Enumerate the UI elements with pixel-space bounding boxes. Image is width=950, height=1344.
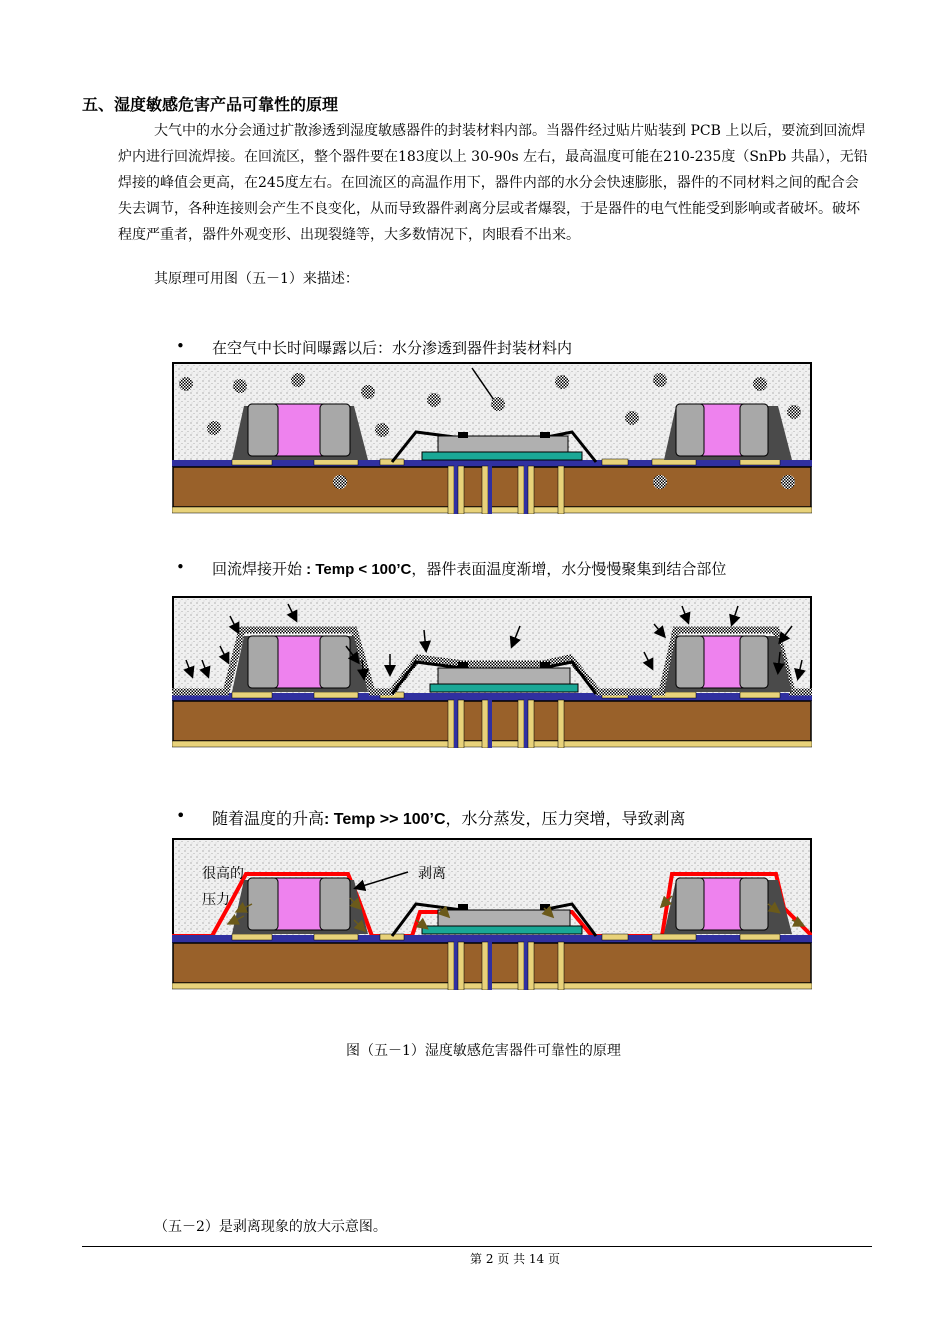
footer-divider — [82, 1246, 872, 1247]
delamination-label: 剥离 — [418, 866, 446, 882]
bullet-text: 回流焊接开始 : Temp < 100’C，器件表面温度渐增，水分慢慢聚集到结合部位 — [212, 560, 727, 578]
figure-intro: 其原理可用图（五－1）来描述： — [154, 271, 359, 287]
note-text: （五－2）是剥离现象的放大示意图。 — [154, 1219, 387, 1235]
bullet-dot: • — [176, 806, 186, 825]
figure-reflow-start — [172, 596, 812, 748]
bullet-dot: • — [176, 337, 185, 355]
bullet-dot: • — [176, 558, 185, 576]
chip-left — [232, 404, 368, 460]
pressure-label-line2: 压力 — [202, 892, 230, 908]
bullet-text: 随着温度的升高: Temp >> 100’C，水分蒸发，压力突增，导致剥离 — [212, 809, 686, 828]
chip-right — [664, 636, 792, 692]
chip-right — [664, 404, 792, 460]
figure-exposure — [172, 362, 812, 514]
figure-caption: 图（五－1）湿度敏感危害器件可靠性的原理 — [346, 1043, 621, 1059]
figure-delamination — [172, 838, 812, 990]
section-heading: 五、湿度敏感危害产品可靠性的原理 — [82, 95, 339, 114]
page-footer: 第 2 页 共 14 页 — [470, 1252, 560, 1266]
bullet-text: 在空气中长时间曝露以后：水分渗透到器件封装材料内 — [212, 339, 573, 357]
body-paragraph: 大气中的水分会通过扩散渗透到湿度敏感器件的封装材料内部。当器件经过贴片贴装到 PCB 上以后，要流到回流焊炉内进行回流焊接。在回流区，整个器件要在183度以上 30-90s 左右，最高温度可能在210-235度（SnPb 共晶），无铅焊接的峰值会更高，在245度左右。在回流区的高温作用下，器件内部的水分会快速膨胀，器件的不同材料之间的配合会失去调节，各种连接则会产生不良变化，从而导致器件剥离分层或者爆裂，于是器件的电气性能受到影响或者破坏。破坏程度严重者，器件外观变形、出现裂缝等，大多数情况下，肉眼看不出来。 — [118, 123, 868, 243]
chip-right — [664, 878, 792, 934]
chip-left — [232, 636, 368, 692]
chip-left — [232, 878, 368, 934]
pressure-label-line1: 很高的 — [202, 866, 244, 882]
